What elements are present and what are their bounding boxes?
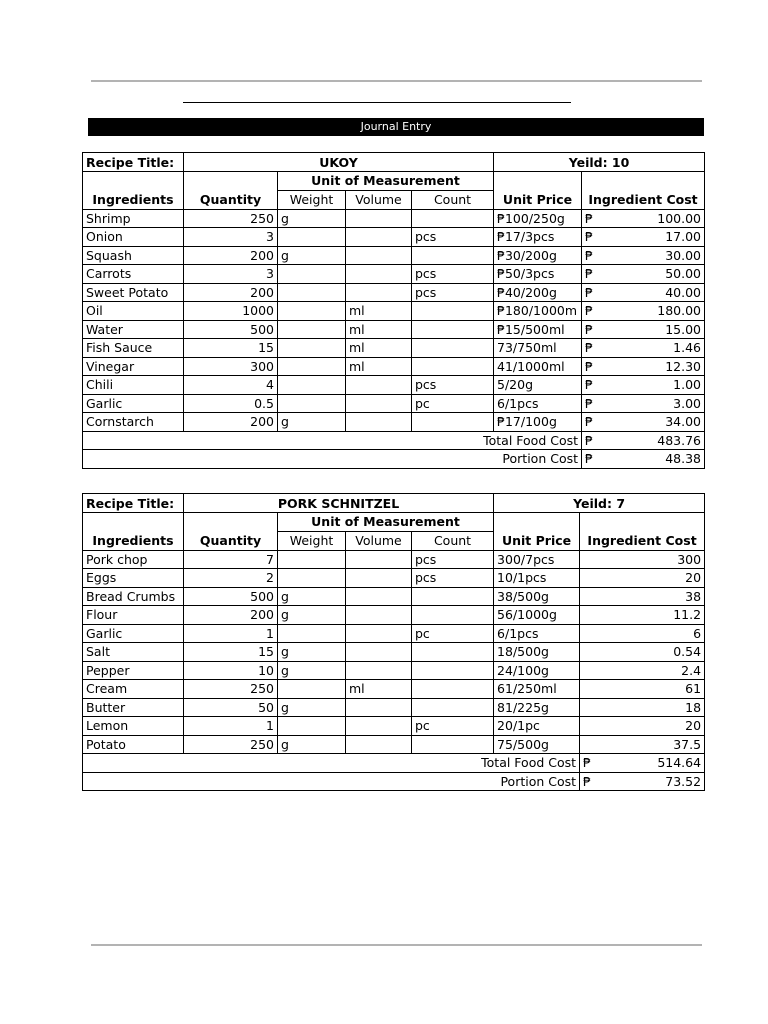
- ingredient-row: [83, 302, 705, 321]
- ingredient-name: Squash: [83, 246, 184, 265]
- ingredient-cost-cell: [582, 339, 705, 358]
- ingredient-name: Oil: [83, 302, 184, 321]
- recipe-table-ukoy: [82, 152, 705, 469]
- ingredient-weight-unit: g: [278, 587, 346, 606]
- ingredient-quantity: 3: [184, 228, 278, 247]
- quantity-header: Quantity: [184, 531, 278, 550]
- ingredient-row: [83, 394, 705, 413]
- ingredient-volume-unit: [346, 606, 412, 625]
- recipe-title-label: Recipe Title:: [83, 153, 184, 172]
- unit-price-header: Unit Price: [494, 190, 582, 209]
- ingredient-unit-price: ₱30/200g: [494, 246, 582, 265]
- ingredient-name: Garlic: [83, 624, 184, 643]
- peso-sign: ₱: [585, 451, 593, 467]
- ingredient-name: Sweet Potato: [83, 283, 184, 302]
- ingredient-quantity: 250: [184, 209, 278, 228]
- ingredient-name: Carrots: [83, 265, 184, 284]
- ingredient-cost-header: Ingredient Cost: [580, 531, 705, 550]
- ingredient-cost-cell: [582, 320, 705, 339]
- ingredient-row: [83, 661, 705, 680]
- ingredient-unit-price: 38/500g: [494, 587, 580, 606]
- ingredient-count-unit: [412, 735, 494, 754]
- recipe-title: PORK SCHNITZEL: [184, 494, 494, 513]
- ingredient-row: [83, 717, 705, 736]
- ingredient-quantity: 500: [184, 587, 278, 606]
- ingredient-volume-unit: [346, 209, 412, 228]
- ingredient-cost: 0.54: [580, 643, 705, 662]
- quantity-header: Quantity: [184, 190, 278, 209]
- ingredient-unit-price: 75/500g: [494, 735, 580, 754]
- ingredient-cost: 30.00: [665, 247, 702, 263]
- ingredient-unit-price: 81/225g: [494, 698, 580, 717]
- peso-sign: ₱: [585, 432, 593, 448]
- peso-sign: ₱: [585, 229, 593, 245]
- ingredient-weight-unit: [278, 394, 346, 413]
- ingredient-cost: 20: [580, 569, 705, 588]
- ingredient-volume-unit: [346, 228, 412, 247]
- portion-cost-row: [83, 450, 705, 469]
- ingredient-row: [83, 550, 705, 569]
- ingredient-name: Water: [83, 320, 184, 339]
- bottom-rule: [91, 944, 702, 946]
- ingredient-name: Onion: [83, 228, 184, 247]
- recipe-title: UKOY: [184, 153, 494, 172]
- ingredient-count-unit: [412, 680, 494, 699]
- portion-cost-label: Portion Cost: [83, 772, 580, 791]
- ingredient-unit-price: 18/500g: [494, 643, 580, 662]
- ingredient-name: Cream: [83, 680, 184, 699]
- ingredient-quantity: 500: [184, 320, 278, 339]
- ingredient-row: [83, 624, 705, 643]
- ingredient-row: [83, 698, 705, 717]
- ingredient-cost: 11.2: [580, 606, 705, 625]
- ingredient-weight-unit: g: [278, 698, 346, 717]
- ingredient-quantity: 10: [184, 661, 278, 680]
- ingredient-cost: 3.00: [673, 395, 702, 411]
- ingredient-volume-unit: [346, 643, 412, 662]
- peso-sign: ₱: [585, 321, 593, 337]
- portion-cost-cell: [582, 450, 705, 469]
- peso-sign: ₱: [585, 247, 593, 263]
- ingredient-cost: 2.4: [580, 661, 705, 680]
- ingredient-weight-unit: g: [278, 413, 346, 432]
- ingredient-volume-unit: [346, 698, 412, 717]
- ingredient-cost-cell: [582, 376, 705, 395]
- ingredient-count-unit: [412, 302, 494, 321]
- ingredient-row: [83, 283, 705, 302]
- ingredient-volume-unit: [346, 624, 412, 643]
- total-food-cost-cell: [580, 754, 705, 773]
- ingredient-row: [83, 246, 705, 265]
- ingredient-name: Salt: [83, 643, 184, 662]
- ingredient-quantity: 300: [184, 357, 278, 376]
- ingredient-count-unit: [412, 698, 494, 717]
- ingredient-cost-cell: [582, 283, 705, 302]
- ingredient-cost: 180.00: [657, 303, 702, 319]
- ingredient-volume-unit: [346, 661, 412, 680]
- ingredient-count-unit: pcs: [412, 376, 494, 395]
- ingredient-row: [83, 735, 705, 754]
- header-blank: [83, 172, 184, 191]
- header-blank: [494, 513, 580, 532]
- ingredient-cost: 34.00: [665, 414, 702, 430]
- ingredient-cost: 15.00: [665, 321, 702, 337]
- ingredient-row: [83, 680, 705, 699]
- ingredient-count-unit: [412, 339, 494, 358]
- peso-sign: ₱: [585, 395, 593, 411]
- ingredient-weight-unit: [278, 680, 346, 699]
- portion-cost-row: [83, 772, 705, 791]
- unit-price-header: Unit Price: [494, 531, 580, 550]
- ingredient-weight-unit: [278, 357, 346, 376]
- ingredient-unit-price: 6/1pcs: [494, 394, 582, 413]
- ingredient-cost: 20: [580, 717, 705, 736]
- peso-sign: ₱: [585, 284, 593, 300]
- total-food-cost-value: 483.76: [657, 432, 702, 448]
- ingredient-volume-unit: [346, 717, 412, 736]
- ingredient-quantity: 15: [184, 643, 278, 662]
- ingredient-quantity: 250: [184, 680, 278, 699]
- ingredient-volume-unit: [346, 587, 412, 606]
- ingredient-name: Bread Crumbs: [83, 587, 184, 606]
- peso-sign: ₱: [585, 358, 593, 374]
- ingredient-unit-price: 6/1pcs: [494, 624, 580, 643]
- ingredient-count-unit: [412, 413, 494, 432]
- ingredients-header: Ingredients: [83, 531, 184, 550]
- ingredient-quantity: 1: [184, 717, 278, 736]
- volume-header: Volume: [346, 531, 412, 550]
- recipe-yield: Yeild: 7: [494, 494, 705, 513]
- peso-sign: ₱: [585, 303, 593, 319]
- ingredient-quantity: 4: [184, 376, 278, 395]
- ingredient-cost: 300: [580, 550, 705, 569]
- portion-cost-label: Portion Cost: [83, 450, 582, 469]
- ingredient-name: Chili: [83, 376, 184, 395]
- ingredient-cost-cell: [582, 302, 705, 321]
- ingredient-quantity: 50: [184, 698, 278, 717]
- ingredient-cost: 17.00: [665, 229, 702, 245]
- ingredient-count-unit: [412, 643, 494, 662]
- ingredient-weight-unit: g: [278, 246, 346, 265]
- ingredient-count-unit: [412, 606, 494, 625]
- ingredient-count-unit: [412, 357, 494, 376]
- ingredient-unit-price: ₱180/1000m: [494, 302, 582, 321]
- header-blank: [83, 513, 184, 532]
- ingredient-row: [83, 265, 705, 284]
- ingredient-row: [83, 413, 705, 432]
- ingredient-unit-price: ₱17/3pcs: [494, 228, 582, 247]
- ingredient-volume-unit: ml: [346, 339, 412, 358]
- ingredient-volume-unit: [346, 569, 412, 588]
- ingredient-count-unit: pc: [412, 394, 494, 413]
- ingredient-cost: 38: [580, 587, 705, 606]
- journal-entry-banner: Journal Entry: [88, 118, 704, 136]
- ingredient-name: Shrimp: [83, 209, 184, 228]
- ingredient-count-unit: pcs: [412, 265, 494, 284]
- ingredient-cost-cell: [582, 246, 705, 265]
- portion-cost-value: 48.38: [665, 451, 702, 467]
- ingredient-row: [83, 357, 705, 376]
- total-food-cost-label: Total Food Cost: [83, 754, 580, 773]
- total-food-cost-row: [83, 431, 705, 450]
- ingredient-row: [83, 606, 705, 625]
- total-food-cost-label: Total Food Cost: [83, 431, 582, 450]
- ingredient-name: Cornstarch: [83, 413, 184, 432]
- total-food-cost-row: [83, 754, 705, 773]
- ingredient-row: [83, 643, 705, 662]
- ingredient-weight-unit: g: [278, 643, 346, 662]
- ingredient-volume-unit: [346, 413, 412, 432]
- ingredient-count-unit: pcs: [412, 569, 494, 588]
- ingredient-weight-unit: [278, 320, 346, 339]
- total-food-cost-value: 514.64: [657, 755, 702, 771]
- recipe-table-pork-schnitzel: [82, 493, 705, 791]
- ingredient-unit-price: ₱17/100g: [494, 413, 582, 432]
- ingredient-unit-price: ₱40/200g: [494, 283, 582, 302]
- ingredient-cost: 18: [580, 698, 705, 717]
- ingredient-name: Pork chop: [83, 550, 184, 569]
- ingredient-weight-unit: [278, 339, 346, 358]
- ingredient-cost: 6: [580, 624, 705, 643]
- ingredient-cost: 1.46: [673, 340, 702, 356]
- ingredient-quantity: 200: [184, 246, 278, 265]
- ingredient-cost-cell: [582, 357, 705, 376]
- ingredient-quantity: 3: [184, 265, 278, 284]
- ingredient-cost-cell: [582, 228, 705, 247]
- ingredient-name: Potato: [83, 735, 184, 754]
- weight-header: Weight: [278, 190, 346, 209]
- peso-sign: ₱: [583, 773, 591, 789]
- weight-header: Weight: [278, 531, 346, 550]
- header-blank: [582, 172, 705, 191]
- ingredient-name: Fish Sauce: [83, 339, 184, 358]
- count-header: Count: [412, 531, 494, 550]
- ingredient-weight-unit: [278, 624, 346, 643]
- ingredient-name: Flour: [83, 606, 184, 625]
- ingredient-row: [83, 587, 705, 606]
- ingredient-unit-price: 61/250ml: [494, 680, 580, 699]
- ingredient-quantity: 1: [184, 624, 278, 643]
- unit-of-measurement-header: Unit of Measurement: [278, 172, 494, 191]
- ingredient-cost-cell: [582, 394, 705, 413]
- ingredient-unit-price: ₱50/3pcs: [494, 265, 582, 284]
- ingredient-name: Eggs: [83, 569, 184, 588]
- ingredient-count-unit: [412, 209, 494, 228]
- ingredient-row: [83, 209, 705, 228]
- ingredient-quantity: 0.5: [184, 394, 278, 413]
- title-underline: [183, 102, 571, 103]
- ingredient-volume-unit: ml: [346, 320, 412, 339]
- ingredient-count-unit: [412, 246, 494, 265]
- ingredient-count-unit: pcs: [412, 550, 494, 569]
- ingredient-quantity: 7: [184, 550, 278, 569]
- ingredient-row: [83, 376, 705, 395]
- ingredient-cost: 37.5: [580, 735, 705, 754]
- ingredient-weight-unit: [278, 550, 346, 569]
- recipe-title-label: Recipe Title:: [83, 494, 184, 513]
- ingredient-volume-unit: ml: [346, 357, 412, 376]
- total-food-cost-cell: [582, 431, 705, 450]
- unit-of-measurement-header: Unit of Measurement: [278, 513, 494, 532]
- ingredient-cost: 100.00: [657, 210, 702, 226]
- peso-sign: ₱: [585, 210, 593, 226]
- ingredient-weight-unit: g: [278, 661, 346, 680]
- ingredient-name: Vinegar: [83, 357, 184, 376]
- ingredient-name: Butter: [83, 698, 184, 717]
- ingredient-weight-unit: g: [278, 606, 346, 625]
- ingredient-count-unit: pcs: [412, 283, 494, 302]
- ingredient-volume-unit: [346, 550, 412, 569]
- ingredient-name: Lemon: [83, 717, 184, 736]
- header-blank: [184, 513, 278, 532]
- ingredient-quantity: 15: [184, 339, 278, 358]
- peso-sign: ₱: [585, 414, 593, 430]
- ingredients-header: Ingredients: [83, 190, 184, 209]
- ingredient-volume-unit: [346, 394, 412, 413]
- ingredient-volume-unit: ml: [346, 302, 412, 321]
- header-blank: [580, 513, 705, 532]
- ingredient-cost: 40.00: [665, 284, 702, 300]
- top-rule: [91, 80, 702, 82]
- ingredient-unit-price: 20/1pc: [494, 717, 580, 736]
- ingredient-weight-unit: g: [278, 209, 346, 228]
- ingredient-name: Garlic: [83, 394, 184, 413]
- ingredient-cost: 12.30: [665, 358, 702, 374]
- ingredient-count-unit: [412, 320, 494, 339]
- ingredient-volume-unit: [346, 246, 412, 265]
- ingredient-unit-price: 56/1000g: [494, 606, 580, 625]
- ingredient-weight-unit: [278, 265, 346, 284]
- ingredient-quantity: 200: [184, 283, 278, 302]
- ingredient-count-unit: [412, 661, 494, 680]
- ingredient-weight-unit: [278, 569, 346, 588]
- ingredient-count-unit: pc: [412, 624, 494, 643]
- ingredient-unit-price: 300/7pcs: [494, 550, 580, 569]
- ingredient-unit-price: 24/100g: [494, 661, 580, 680]
- ingredient-volume-unit: [346, 376, 412, 395]
- ingredient-row: [83, 339, 705, 358]
- recipe-yield: Yeild: 10: [494, 153, 705, 172]
- ingredient-row: [83, 569, 705, 588]
- ingredient-volume-unit: [346, 283, 412, 302]
- header-blank: [184, 172, 278, 191]
- ingredient-cost-cell: [582, 413, 705, 432]
- ingredient-weight-unit: [278, 376, 346, 395]
- ingredient-cost-cell: [582, 265, 705, 284]
- ingredient-quantity: 250: [184, 735, 278, 754]
- ingredient-quantity: 200: [184, 606, 278, 625]
- portion-cost-value: 73.52: [665, 773, 702, 789]
- ingredient-quantity: 1000: [184, 302, 278, 321]
- ingredient-unit-price: 73/750ml: [494, 339, 582, 358]
- volume-header: Volume: [346, 190, 412, 209]
- ingredient-volume-unit: [346, 265, 412, 284]
- ingredient-cost: 61: [580, 680, 705, 699]
- peso-sign: ₱: [585, 377, 593, 393]
- portion-cost-cell: [580, 772, 705, 791]
- ingredient-quantity: 200: [184, 413, 278, 432]
- ingredient-unit-price: 10/1pcs: [494, 569, 580, 588]
- ingredient-count-unit: pcs: [412, 228, 494, 247]
- ingredient-weight-unit: g: [278, 735, 346, 754]
- ingredient-weight-unit: [278, 283, 346, 302]
- peso-sign: ₱: [583, 755, 591, 771]
- ingredient-cost-header: Ingredient Cost: [582, 190, 705, 209]
- ingredient-volume-unit: [346, 735, 412, 754]
- header-blank: [494, 172, 582, 191]
- count-header: Count: [412, 190, 494, 209]
- ingredient-cost: 1.00: [673, 377, 702, 393]
- ingredient-weight-unit: [278, 717, 346, 736]
- ingredient-name: Pepper: [83, 661, 184, 680]
- peso-sign: ₱: [585, 340, 593, 356]
- ingredient-weight-unit: [278, 228, 346, 247]
- ingredient-cost: 50.00: [665, 266, 702, 282]
- ingredient-unit-price: ₱15/500ml: [494, 320, 582, 339]
- ingredient-quantity: 2: [184, 569, 278, 588]
- ingredient-weight-unit: [278, 302, 346, 321]
- ingredient-row: [83, 320, 705, 339]
- ingredient-count-unit: [412, 587, 494, 606]
- ingredient-cost-cell: [582, 209, 705, 228]
- ingredient-volume-unit: ml: [346, 680, 412, 699]
- ingredient-unit-price: 5/20g: [494, 376, 582, 395]
- ingredient-count-unit: pc: [412, 717, 494, 736]
- ingredient-unit-price: 41/1000ml: [494, 357, 582, 376]
- ingredient-row: [83, 228, 705, 247]
- peso-sign: ₱: [585, 266, 593, 282]
- ingredient-unit-price: ₱100/250g: [494, 209, 582, 228]
